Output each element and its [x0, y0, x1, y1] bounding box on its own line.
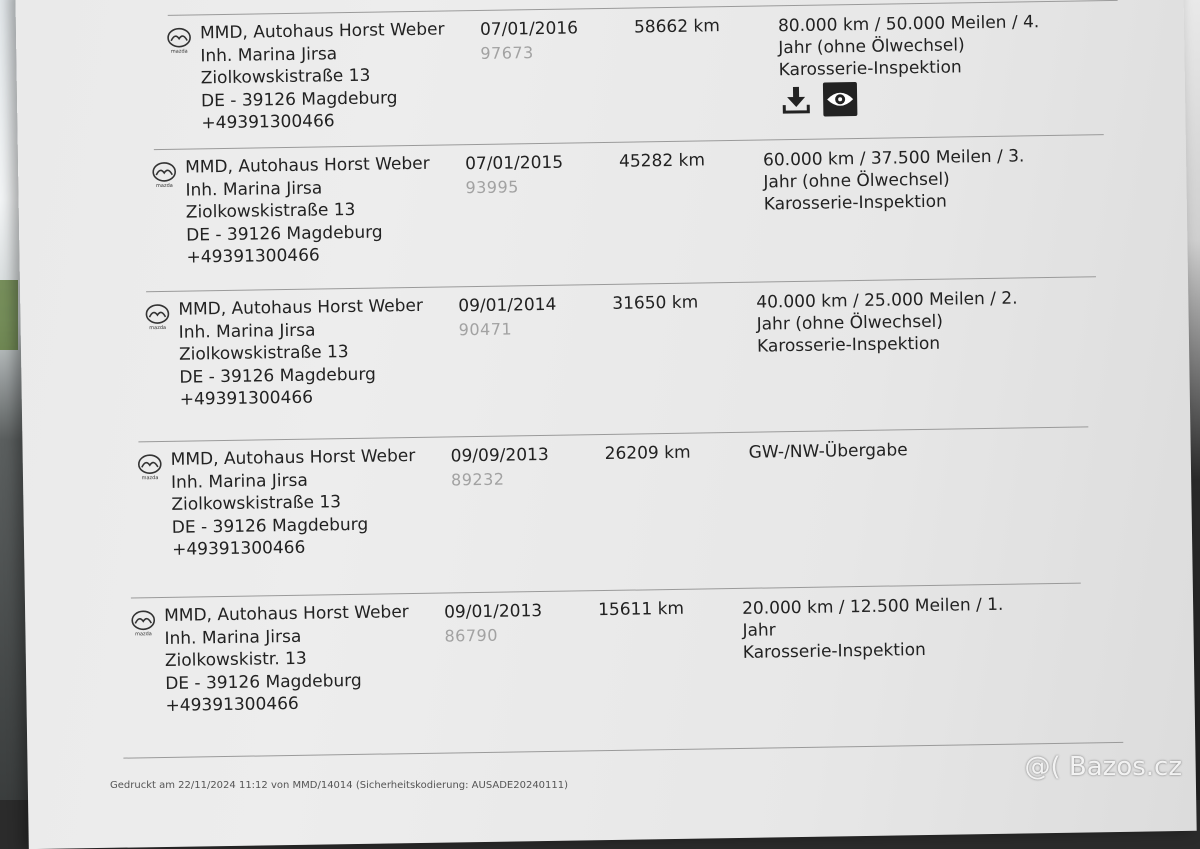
dealer-phone: +49391300466: [165, 693, 299, 716]
service-date: 09/01/2013: [444, 601, 543, 623]
dealer-address: [171, 445, 417, 561]
odometer-reading: 58662 km: [633, 16, 721, 38]
dealer-name: MMD, Autohaus Horst Weber: [199, 19, 445, 44]
service-line: Karosserie-Inspektion: [742, 640, 927, 663]
svg-text:mazda: mazda: [149, 324, 167, 332]
dealer-city: DE - 39126 Magdeburg: [165, 670, 362, 694]
service-description: [756, 287, 1077, 358]
dealer-city: DE - 39126 Magdeburg: [171, 514, 369, 538]
service-line: Jahr (ohne Ölwechsel): [778, 35, 965, 59]
dealer-owner: Inh. Marina Jirsa: [170, 470, 308, 493]
odometer-reading: 31650 km: [612, 292, 699, 314]
service-description: [778, 10, 1099, 81]
dealer-street: Ziolkowskistraße 13: [178, 342, 349, 365]
reference-number: 93995: [465, 177, 520, 198]
dealer-address: [178, 295, 424, 411]
reference-number: 86790: [444, 625, 499, 646]
dealer-name: MMD, Autohaus Horst Weber: [170, 446, 416, 470]
svg-text:mazda: mazda: [135, 631, 152, 638]
dealer-address: [200, 18, 446, 134]
mazda-logo-icon: [135, 453, 165, 481]
service-date: 07/01/2016: [479, 18, 579, 40]
reference-number: 89232: [450, 469, 505, 490]
reference-number: 90471: [458, 319, 513, 340]
dealer-phone: +49391300466: [179, 387, 314, 410]
dealer-street: Ziolkowskistraße 13: [200, 65, 371, 89]
dealer-owner: Inh. Marina Jirsa: [164, 626, 302, 649]
dealer-phone: +49391300466: [201, 111, 335, 134]
dealer-address: [185, 153, 431, 269]
service-line: 60.000 km / 37.500 Meilen / 3.: [762, 146, 1025, 171]
service-line: Karosserie-Inspektion: [756, 333, 941, 357]
mazda-logo-icon: [142, 303, 172, 331]
service-line: 40.000 km / 25.000 Meilen / 2.: [756, 288, 1018, 313]
service-description: [763, 144, 1084, 215]
dealer-name: MMD, Autohaus Horst Weber: [164, 602, 409, 626]
odometer-reading: 26209 km: [604, 442, 691, 465]
mazda-logo-icon: [164, 26, 194, 54]
dealer-city: DE - 39126 Magdeburg: [186, 221, 383, 246]
service-date: 07/01/2015: [464, 152, 564, 175]
dealer-name: MMD, Autohaus Horst Weber: [178, 295, 424, 320]
print-footer: Gedruckt am 22/11/2024 11:12 von MMD/14014 (Sicherheitskodierung: AUSADE20240111): [110, 780, 569, 791]
service-line: 20.000 km / 12.500 Meilen / 1.: [741, 594, 1004, 619]
service-entry: [135, 433, 1193, 600]
service-description: [749, 437, 1069, 464]
dealer-owner: Inh. Marina Jirsa: [185, 177, 323, 201]
dealer-name: MMD, Autohaus Horst Weber: [184, 153, 430, 178]
svg-text:mazda: mazda: [155, 182, 173, 190]
dealer-street: Ziolkowskistraße 13: [171, 492, 342, 515]
service-line: Jahr (ohne Ölwechsel): [756, 311, 944, 335]
dealer-phone: +49391300466: [186, 245, 320, 268]
mazda-logo-icon: [149, 161, 179, 189]
background-plant: [0, 280, 18, 350]
service-date: 09/01/2014: [458, 294, 557, 317]
service-line: GW-/NW-Übergabe: [748, 440, 908, 463]
svg-text:mazda: mazda: [170, 48, 188, 55]
eye-icon[interactable]: [823, 82, 858, 117]
service-description: [742, 593, 1063, 664]
entry-actions: [779, 82, 858, 117]
service-line: Jahr (ohne Ölwechsel): [763, 169, 950, 193]
reference-number: 97673: [480, 43, 534, 63]
service-entry: [142, 283, 1190, 449]
service-line: Karosserie-Inspektion: [778, 57, 962, 81]
dealer-city: DE - 39126 Magdeburg: [179, 364, 377, 388]
watermark: @( Bazos.cz: [1024, 752, 1182, 782]
service-entry: [128, 589, 1195, 756]
download-icon[interactable]: [779, 83, 814, 118]
dealer-street: Ziolkowskistr. 13: [164, 648, 307, 671]
service-history-sheet: [15, 0, 1196, 849]
dealer-phone: +49391300466: [171, 537, 306, 560]
mazda-logo-icon: [128, 609, 158, 637]
dealer-address: [164, 601, 410, 717]
dealer-owner: Inh. Marina Jirsa: [200, 43, 338, 66]
odometer-reading: 45282 km: [618, 150, 706, 172]
service-date: 09/09/2013: [450, 444, 549, 467]
dealer-street: Ziolkowskistraße 13: [185, 199, 356, 223]
service-line: 80.000 km / 50.000 Meilen / 4.: [777, 12, 1040, 37]
dealer-owner: Inh. Marina Jirsa: [178, 320, 316, 343]
svg-text:mazda: mazda: [141, 475, 159, 482]
service-line: Karosserie-Inspektion: [763, 191, 948, 215]
service-line: Jahr: [742, 620, 776, 641]
dealer-city: DE - 39126 Magdeburg: [200, 87, 398, 111]
odometer-reading: 15611 km: [597, 598, 685, 621]
